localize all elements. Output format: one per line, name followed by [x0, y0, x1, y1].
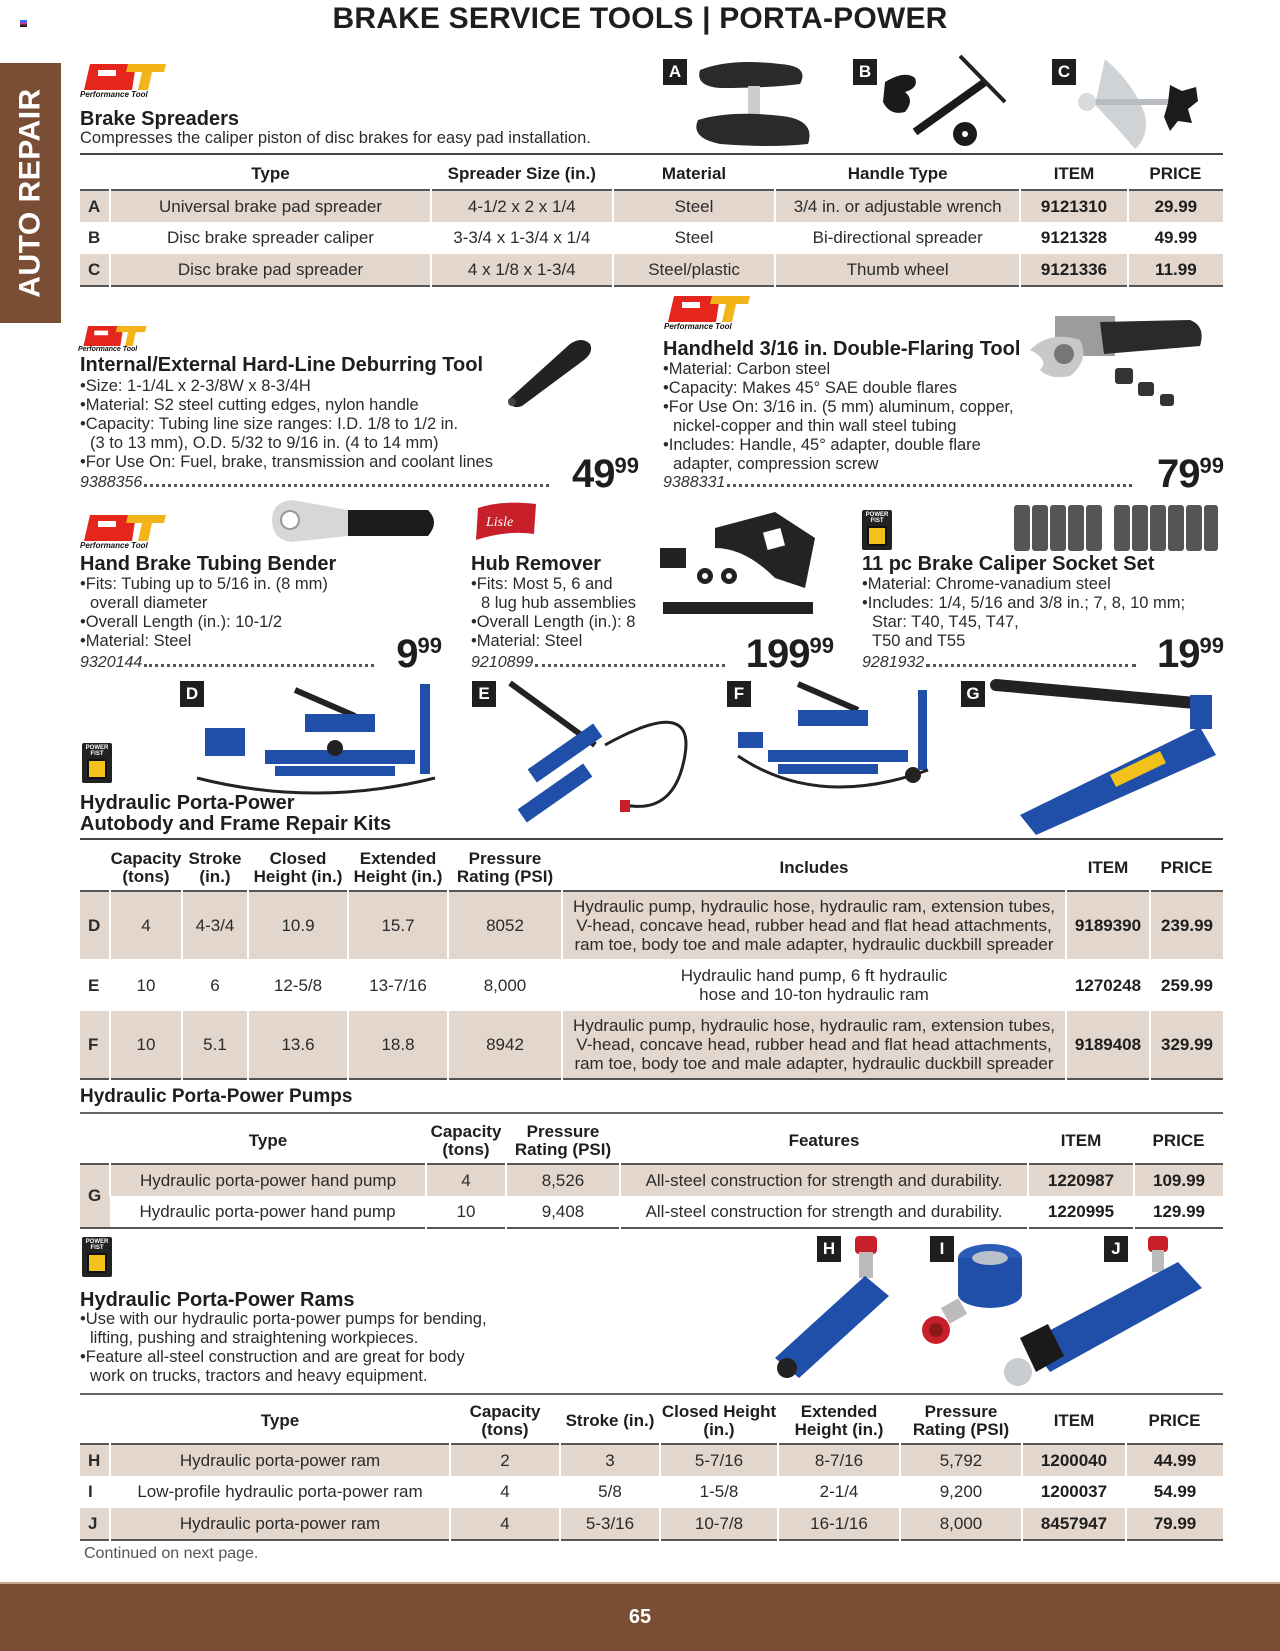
svg-text:Lisle: Lisle [486, 515, 514, 530]
section-divider [80, 1112, 1223, 1114]
table-row: J Hydraulic porta-power ram 4 5-3/16 10-7/8 16-1/16 8,000 8457947 79.99 [80, 1508, 1223, 1540]
continued-note: Continued on next page. [84, 1545, 259, 1562]
thumb-wheel-spreader-image [1075, 55, 1205, 151]
power-fist-logo: POWER FIST [82, 1237, 112, 1277]
flaring-tool-image [1020, 310, 1210, 420]
table-row: D 4 4-3/4 10.9 15.7 8052 Hydraulic pump, hydraulic hose, hydraulic ram, extension tubes, V-head, concave head, rubber head and flat head attachments, ram toe, body toe and male adapter, hydraulic duckbill spreader 9189390 239.99 [80, 891, 1223, 959]
tubing-bender-price: 999 [396, 632, 442, 676]
repair-kits-table: Capacity (tons) Stroke (in.) Closed Height (in.) Extended Height (in.) Pressure Rating (PSI) Includes ITEM PRICE D 4 4-3/4 10.9 15.7 8052 Hydraulic pump, hydraulic hose, hydraulic ram, extension tubes, V-head, concave head, rubber head and flat head attachments, ram toe, body toe and male adapter, hydraulic duckbill spreader 9189390 239.99 E 10 6 12-5/8 13-7/16 8,000 Hydraulic hand pump, 6 ft hydraulic hose and 10-ton hydraulic ram 1270248 259.99 F 10 5.1 13.6 18.8 8942 Hydraulic pump, hydraulic hose, hydraulic ram, extension tubes, V-head, concave head, rubber head and flat head attachments, ram toe, body toe and male adapter, hydraulic duckbill spreader 9189408 329.99 [80, 845, 1223, 1080]
image-label-d: D [180, 681, 204, 707]
deburring-tool-price: 4999 [572, 452, 639, 496]
tubing-bender-image [268, 496, 440, 548]
deburring-tool-sku: 9388356 [80, 474, 564, 492]
flaring-tool-title: Handheld 3/16 in. Double-Flaring Tool [663, 338, 1021, 360]
tubing-bender-sku: 9320144 [80, 654, 392, 672]
tubing-bender-specs: •Fits: Tubing up to 5/16 in. (8 mm) overall diameter •Overall Length (in.): 10-1/2 •Material: Steel [80, 575, 328, 650]
image-label-j: J [1104, 1236, 1128, 1262]
section-tab [0, 63, 61, 323]
brake-spreaders-title: Brake Spreaders [80, 108, 239, 130]
page-title: BRAKE SERVICE TOOLS | PORTA-POWER [332, 2, 948, 35]
hand-pump-g-image [990, 675, 1225, 835]
repair-kit-d-image [195, 678, 445, 798]
caliper-socket-set-price: 1999 [1157, 632, 1224, 676]
pumps-title: Hydraulic Porta-Power Pumps [80, 1086, 353, 1107]
hub-remover-price: 19999 [745, 632, 834, 676]
pumps-table: Type Capacity (tons) Pressure Rating (PSI) Features ITEM PRICE G Hydraulic porta-power hand pump 4 8,526 All-steel construction for strength and durability. 1220987 109.99 Hydraulic porta-power hand pump 10 9,408 All-steel construction for strength and durability. 1220995 129.99 [80, 1118, 1223, 1229]
table-row: B Disc brake spreader caliper 3-3/4 x 1-3/4 x 1/4 Steel Bi-directional spreader 9121328 49.99 [80, 222, 1223, 254]
hub-remover-image [655, 508, 830, 638]
page-number: 65 [628, 1606, 652, 1628]
image-label-e: E [472, 681, 496, 707]
section-divider [80, 838, 1223, 840]
rams-title: Hydraulic Porta-Power Rams [80, 1289, 355, 1311]
performance-tool-logo: Performance Tool [80, 64, 170, 102]
caliper-socket-set-specs: •Material: Chrome-vanadium steel •Includes: 1/4, 5/16 and 3/8 in.; 7, 8, 10 mm; Star: T40, T45, T47, T50 and T55 [862, 575, 1186, 650]
spreader-caliper-image [875, 52, 1015, 148]
ram-h-image [765, 1232, 905, 1382]
performance-tool-logo: Performance Tool [664, 296, 754, 334]
table-row: H Hydraulic porta-power ram 2 3 5-7/16 8-7/16 5,792 1200040 44.99 [80, 1444, 1223, 1476]
image-label-f: F [727, 681, 751, 707]
repair-kits-title: Hydraulic Porta-Power Autobody and Frame Repair Kits [80, 792, 392, 835]
repair-kit-e-image [505, 675, 705, 825]
deburring-tool-image [500, 330, 595, 410]
image-label-i: I [930, 1236, 954, 1262]
hub-remover-sku: 9210899 [471, 654, 739, 672]
page-footer [0, 1582, 1280, 1651]
image-label-a: A [663, 59, 687, 85]
flaring-tool-price: 7999 [1157, 452, 1224, 496]
hub-remover-specs: •Fits: Most 5, 6 and 8 lug hub assemblies •Overall Length (in.): 8 •Material: Steel [471, 575, 637, 650]
table-row: G Hydraulic porta-power hand pump 4 8,526 All-steel construction for strength and durability. 1220987 109.99 [80, 1164, 1223, 1196]
table-row: I Low-profile hydraulic porta-power ram 4 5/8 1-5/8 2-1/4 9,200 1200037 54.99 [80, 1476, 1223, 1508]
performance-tool-logo: Performance Tool [80, 515, 170, 553]
flaring-tool-sku: 9388331 [663, 474, 1148, 492]
rams-table: Type Capacity (tons) Stroke (in.) Closed Height (in.) Extended Height (in.) Pressure Rating (PSI) ITEM PRICE H Hydraulic porta-power ram 2 3 5-7/16 8-7/16 5,792 1200040 44.99 I Low-profile hydraulic porta-power ram 4 5/8 1-5/8 2-1/4 9,200 1200037 54.99 J Hydraulic porta-power ram 4 5-3/16 10-7/8 16-1/16 8,000 8457947 79.99 [80, 1398, 1223, 1541]
section-tab-label: AUTO REPAIR [13, 88, 47, 298]
table-row: A Universal brake pad spreader 4-1/2 x 2 x 1/4 Steel 3/4 in. or adjustable wrench 9121310 29.99 [80, 190, 1223, 222]
power-fist-logo: POWER FIST [862, 510, 892, 550]
rams-description: •Use with our hydraulic porta-power pumps for bending, lifting, pushing and straightening workpieces. •Feature all-steel construction and are great for body work on trucks, tractors and heavy equipment. [80, 1310, 487, 1385]
section-divider [80, 153, 1223, 155]
repair-kit-f-image [728, 680, 938, 795]
caliper-socket-set-title: 11 pc Brake Caliper Socket Set [862, 553, 1155, 575]
image-label-c: C [1052, 59, 1076, 85]
lisle-logo [472, 500, 542, 542]
brake-spreaders-description: Compresses the caliper piston of disc brakes for easy pad installation. [80, 129, 591, 147]
table-row: E 10 6 12-5/8 13-7/16 8,000 Hydraulic hand pump, 6 ft hydraulic hose and 10-ton hydraulic ram 1270248 259.99 [80, 959, 1223, 1011]
flaring-tool-specs: •Material: Carbon steel •Capacity: Makes 45° SAE double flares •For Use On: 3/16 in. (5 mm) aluminum, copper, nickel-copper and thin wall steel tubing •Includes: Handle, 45° adapter, double flare adapter, compression screw [663, 360, 1014, 473]
image-label-g: G [961, 681, 985, 707]
deburring-tool-specs: •Size: 1-1/4L x 2-3/8W x 8-3/4H •Material: S2 steel cutting edges, nylon handle •Capacity: Tubing line size ranges: I.D. 1/8 to 1/2 in. (3 to 13 mm), O.D. 5/32 to 9/16 in. (4 to 14 mm) •For Use On: Fuel, brake, transmission and coolant lines [80, 377, 493, 471]
caliper-socket-set-image [1010, 505, 1220, 553]
brake-pad-spreader-image [690, 58, 820, 148]
performance-tool-logo: Performance Tool [78, 326, 168, 364]
ram-j-image [998, 1232, 1213, 1397]
table-row: Hydraulic porta-power hand pump 10 9,408 All-steel construction for strength and durability. 1220995 129.99 [80, 1196, 1223, 1228]
image-label-b: B [853, 59, 877, 85]
section-divider [80, 1393, 1223, 1395]
image-label-h: H [817, 1236, 841, 1262]
hub-remover-title: Hub Remover [471, 553, 602, 575]
power-fist-logo: POWER FIST [82, 743, 112, 783]
deburring-tool-title: Internal/External Hard-Line Deburring Tool [80, 354, 484, 376]
tubing-bender-title: Hand Brake Tubing Bender [80, 553, 337, 575]
brake-spreaders-table: Type Spreader Size (in.) Material Handle Type ITEM PRICE A Universal brake pad spreader 4-1/2 x 2 x 1/4 Steel 3/4 in. or adjustable wrench 9121310 29.99 B Disc brake spreader caliper 3-3/4 x 1-3/4 x 1/4 Steel Bi-directional spreader 9121328 49.99 C Disc brake pad spreader 4 x 1/8 x 1-3/4 Steel/plastic Thumb wheel 9121336 11.99 [80, 158, 1223, 287]
table-row: C Disc brake pad spreader 4 x 1/8 x 1-3/4 Steel/plastic Thumb wheel 9121336 11.99 [80, 254, 1223, 286]
caliper-socket-set-sku: 9281932 [862, 654, 1148, 672]
table-row: F 10 5.1 13.6 18.8 8942 Hydraulic pump, hydraulic hose, hydraulic ram, extension tubes, V-head, concave head, rubber head and flat head attachments, ram toe, body toe and male adapter, hydraulic duckbill spreader 9189408 329.99 [80, 1011, 1223, 1079]
